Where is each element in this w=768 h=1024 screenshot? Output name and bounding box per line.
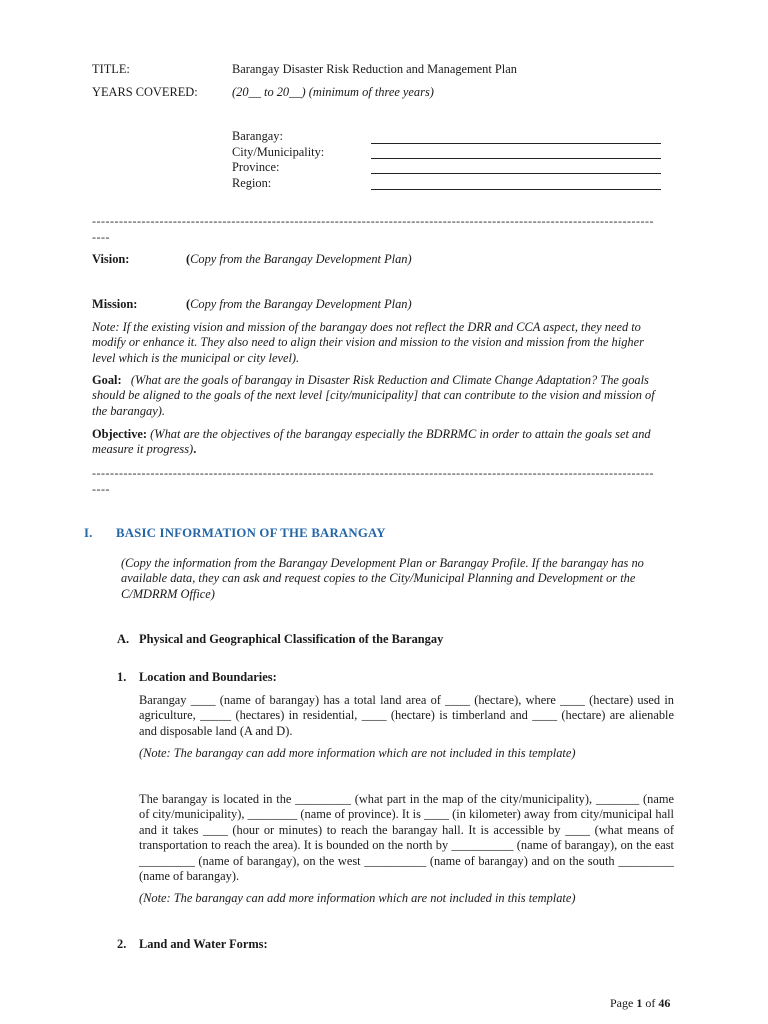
subsection-title: Physical and Geographical Classification of the Barangay — [139, 632, 444, 646]
separator-line-2-tail: ---- — [92, 482, 110, 496]
barangay-label: Barangay: — [232, 129, 283, 143]
page-footer — [610, 996, 670, 1011]
province-label: Province: — [232, 160, 280, 174]
barangay-blank[interactable] — [371, 143, 661, 144]
subsection-letter: A. — [117, 632, 130, 646]
title-label: TITLE: — [92, 62, 130, 76]
section-number: I. — [84, 526, 93, 540]
years-value: (20__ to 20__) (minimum of three years) — [232, 85, 434, 99]
item-number-1: 1. — [117, 670, 127, 684]
vision-text: Copy from the Barangay Development Plan) — [190, 252, 412, 266]
region-label: Region: — [232, 176, 272, 190]
vision-label: Vision: — [92, 252, 130, 266]
item-title-2: Land and Water Forms: — [139, 937, 268, 951]
mission-paren: ( — [186, 297, 191, 311]
title-value: Barangay Disaster Risk Reduction and Management Plan — [232, 62, 517, 76]
separator-line-2: ----------------------------------------------------------------------------------------------------------------------------- — [92, 466, 655, 480]
item-title-1: Location and Boundaries: — [139, 670, 277, 684]
mission-text: Copy from the Barangay Development Plan) — [190, 297, 412, 311]
city-blank[interactable] — [371, 158, 661, 159]
objective-label: Objective: — [92, 427, 148, 441]
page-total: 46 — [658, 996, 671, 1010]
years-label: YEARS COVERED: — [92, 85, 198, 99]
mission-label: Mission: — [92, 297, 138, 311]
vision-paren: ( — [186, 252, 191, 266]
objective-end: . — [193, 442, 197, 457]
separator-line: ----------------------------------------------------------------------------------------------------------------------------- — [92, 214, 655, 228]
location-paragraph-1: Barangay ____ (name of barangay) has a total land area of ____ (hectare), where ____ (hectare) used in agriculture, _____ (hectares) in residential, ____ (hectare) is timberland and ____ (hectare) are alienable and disposable land (A and D). — [139, 693, 674, 738]
province-blank[interactable] — [371, 173, 661, 174]
goal-label: Goal: — [92, 373, 122, 387]
location-note-2: (Note: The barangay can add more information which are not included in this template) — [139, 891, 576, 905]
region-blank[interactable] — [371, 189, 661, 190]
location-paragraph-2: The barangay is located in the _________ (what part in the map of the city/municipality), _______ (name of city/municipality), ________ (name of province). It is ____ (in kilometer) away from city/municipal hall and it takes ____ (hour or minutes) to reach the barangay hall. It is accessible by ____ (what means of transportation to reach the area). It is bounded on the north by __________ (name of barangay), on the east _________ (name of barangay), on the west __________ (name of barangay) and on the south _________ (name of barangay). — [139, 792, 674, 884]
section-intro: (Copy the information from the Barangay Development Plan or Barangay Profile. If the barangay has no available data, they can ask and request copies to the City/Municipal Planning and Development or the C/MDRRM Office) — [121, 556, 644, 601]
page-word: Page — [610, 996, 634, 1010]
goal-block — [92, 373, 668, 419]
of-word: of — [645, 996, 656, 1010]
objective-text: (What are the objectives of the barangay especially the BDRRMC in order to attain the goals set and measure it progress) — [92, 427, 651, 457]
vision-mission-note: Note: If the existing vision and mission of the barangay does not reflect the DRR and CCA aspect, they need to modify or enhance it. They also need to align their vision and mission to the vision and mission from the higher level which is the municipal or city level). — [92, 320, 644, 365]
separator-line-tail: ---- — [92, 230, 110, 244]
city-label: City/Municipality: — [232, 145, 325, 159]
page-number: 1 — [636, 996, 643, 1010]
goal-text: (What are the goals of barangay in Disaster Risk Reduction and Climate Change Adaptation? The goals should be aligned to the goals of the next level [city/municipality] that can contribute to the vision and mission of the barangay). — [92, 373, 655, 418]
objective-block — [92, 427, 668, 458]
item-number-2: 2. — [117, 937, 127, 951]
location-note-1: (Note: The barangay can add more information which are not included in this template) — [139, 746, 576, 760]
section-title: BASIC INFORMATION OF THE BARANGAY — [116, 526, 386, 540]
